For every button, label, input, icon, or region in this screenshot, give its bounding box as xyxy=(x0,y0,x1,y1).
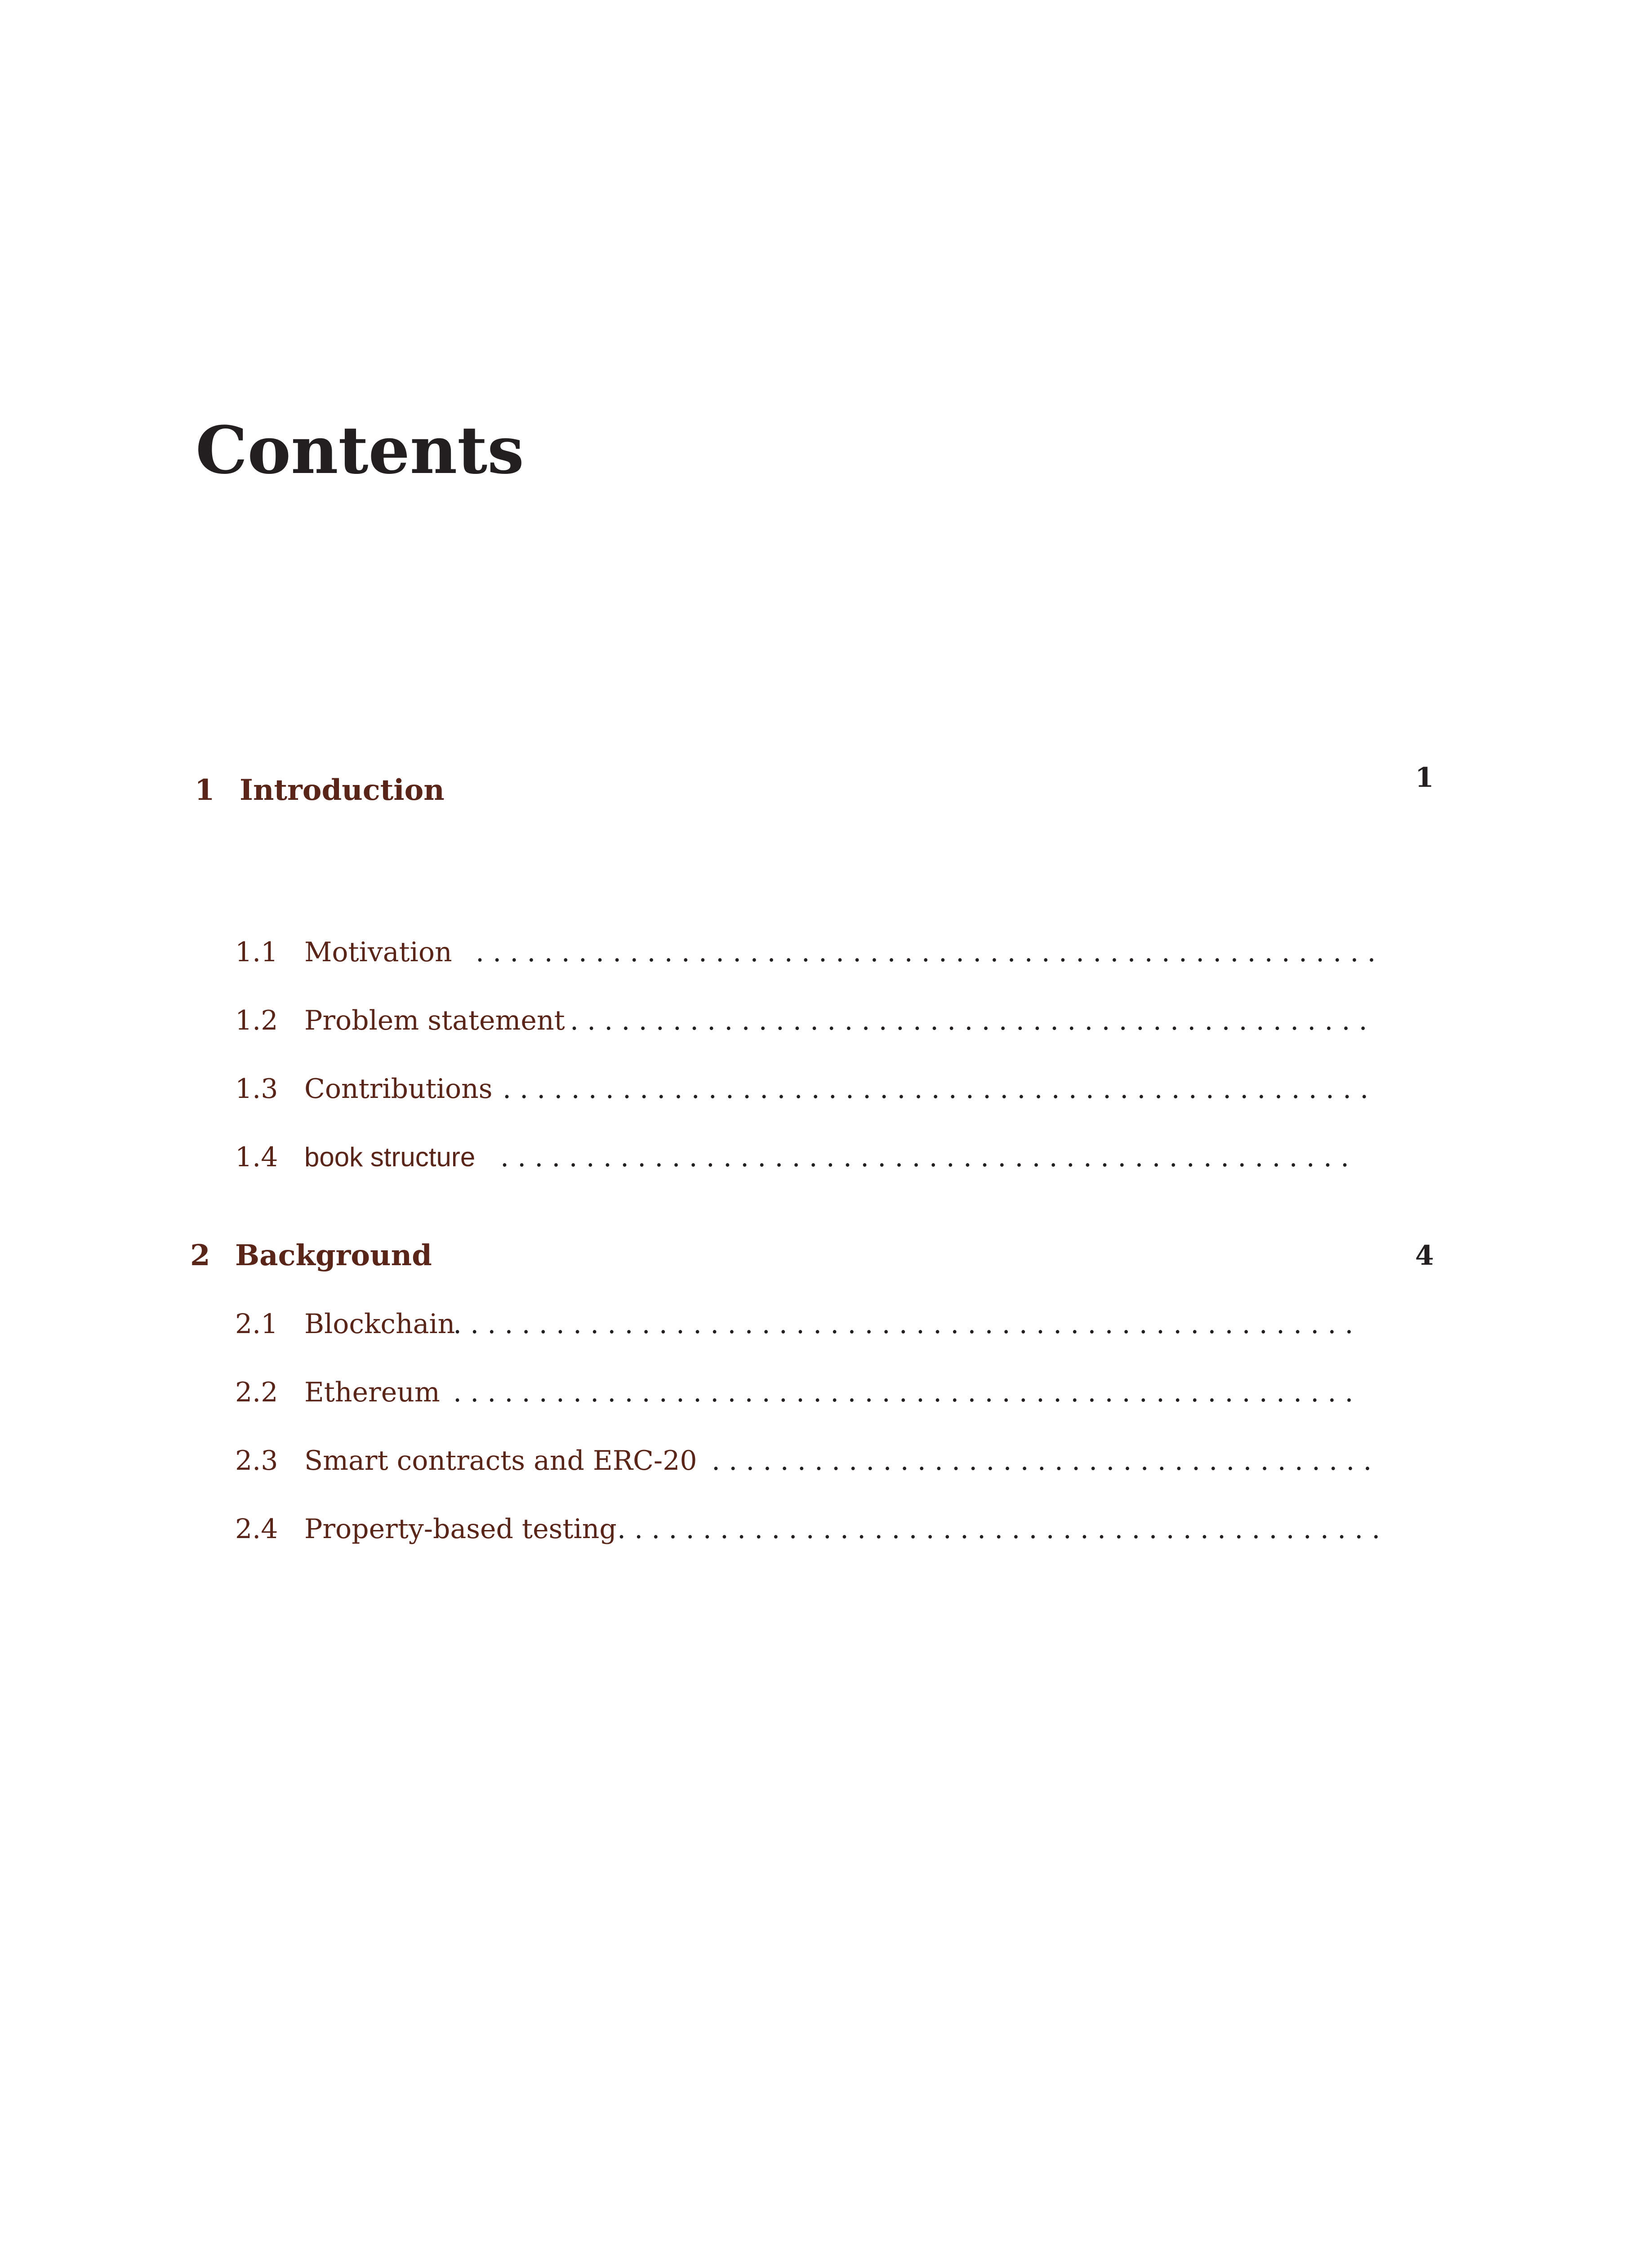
dot-leader: . . . . . . . . . . . . . . . . . . . . . . . . . . . . . . . . . . . . . . . . . . . . . . . . . . . xyxy=(503,1073,1369,1105)
section-title[interactable]: Smart contracts and ERC-20 xyxy=(304,1445,697,1476)
section-number: 2.2 xyxy=(235,1377,278,1408)
dot-leader: . . . . . . . . . . . . . . . . . . . . . . . . . . . . . . . . . . . . . . . . . . . . . . . . . . . . . xyxy=(453,1377,1354,1408)
section-number: 1.2 xyxy=(235,1005,278,1036)
section-title[interactable]: Motivation xyxy=(304,937,452,968)
chapter-title[interactable]: Introduction xyxy=(240,773,445,807)
section-number: 1.1 xyxy=(235,937,278,968)
toc-section-2-1[interactable] xyxy=(0,1302,1652,1347)
toc-chapter-1[interactable] xyxy=(0,762,1652,813)
section-number: 1.3 xyxy=(235,1073,278,1105)
toc-section-1-1[interactable] xyxy=(0,930,1652,975)
chapter-number: 2 xyxy=(190,1239,210,1272)
toc-section-1-3[interactable] xyxy=(0,1066,1652,1111)
dot-leader: . . . . . . . . . . . . . . . . . . . . . . . . . . . . . . . . . . . . . . . . . . . . . xyxy=(617,1513,1380,1545)
section-title[interactable]: Blockchain xyxy=(304,1308,455,1340)
chapter-number: 1 xyxy=(195,773,215,807)
page-title: Contents xyxy=(196,412,524,489)
section-number: 1.4 xyxy=(235,1142,278,1173)
dot-leader: . . . . . . . . . . . . . . . . . . . . . . . . . . . . . . . . . . . . . . . xyxy=(712,1445,1372,1476)
toc-chapter-2[interactable] xyxy=(0,1233,1652,1278)
section-title[interactable]: Property-based testing xyxy=(304,1513,617,1545)
dot-leader: . . . . . . . . . . . . . . . . . . . . . . . . . . . . . . . . . . . . . . . . . . . . . . . . . . . . . xyxy=(476,937,1376,968)
section-number: 2.4 xyxy=(235,1513,278,1545)
toc-section-2-3[interactable] xyxy=(0,1438,1652,1483)
toc-section-1-4[interactable] xyxy=(0,1135,1652,1180)
section-title[interactable]: book structure xyxy=(304,1142,476,1172)
toc-section-2-2[interactable] xyxy=(0,1370,1652,1415)
chapter-title[interactable]: Background xyxy=(235,1239,432,1272)
dot-leader: . . . . . . . . . . . . . . . . . . . . . . . . . . . . . . . . . . . . . . . . . . . . . . . . . . . . . xyxy=(453,1308,1354,1340)
section-title[interactable]: Ethereum xyxy=(304,1377,440,1408)
dot-leader: . . . . . . . . . . . . . . . . . . . . . . . . . . . . . . . . . . . . . . . . . . . . . . . xyxy=(570,1005,1367,1036)
toc-section-1-2[interactable] xyxy=(0,998,1652,1043)
section-number: 2.1 xyxy=(235,1308,278,1340)
section-title[interactable]: Contributions xyxy=(304,1073,493,1105)
chapter-page-number: 4 xyxy=(1415,1240,1434,1271)
section-title[interactable]: Problem statement xyxy=(304,1005,565,1036)
chapter-page-number: 1 xyxy=(1415,762,1434,794)
dot-leader: . . . . . . . . . . . . . . . . . . . . . . . . . . . . . . . . . . . . . . . . . . . . . . . . . . xyxy=(500,1142,1349,1173)
section-number: 2.3 xyxy=(235,1445,278,1476)
toc-section-2-4[interactable] xyxy=(0,1507,1652,1552)
